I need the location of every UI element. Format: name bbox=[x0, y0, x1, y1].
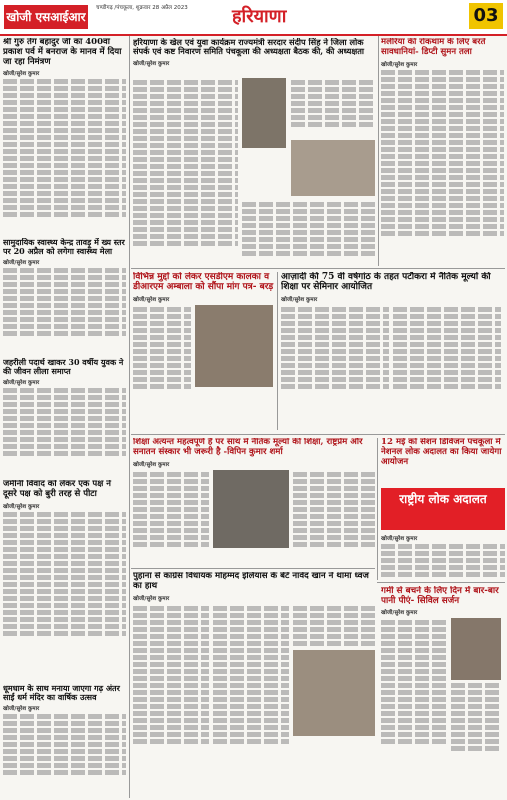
story-guru bbox=[3, 38, 126, 236]
page-number: 03 bbox=[469, 3, 503, 29]
minister-photo bbox=[242, 78, 286, 148]
article-body bbox=[133, 305, 191, 391]
newspaper-logo: खोजी एसआईआर bbox=[4, 5, 88, 29]
byline: खोजी/सुरेश कुमार bbox=[3, 260, 40, 267]
lok-adalat-banner bbox=[381, 488, 505, 530]
story-dhoomdham bbox=[3, 684, 126, 798]
story-sandeep-body bbox=[133, 78, 238, 264]
article-body bbox=[293, 470, 375, 549]
story-sandeep-body-3 bbox=[242, 200, 375, 264]
byline: खोजी/सुरेश कुमार bbox=[3, 503, 40, 510]
byline: खोजी/सुरेश कुमार bbox=[133, 60, 170, 67]
headline: विभिन्न मुद्दों को लेकर एसडीएम कालका व डीआरएम अम्बाला को सौंपा मांग पत्र- बरड़ bbox=[133, 272, 274, 293]
dateline: चण्डीगढ़ /पंचकूला, शुक्रवार 28 अप्रैल 2023 bbox=[96, 5, 188, 11]
article-body bbox=[293, 606, 375, 646]
article-body bbox=[393, 305, 501, 391]
article-body bbox=[381, 70, 504, 236]
congress-photo bbox=[293, 650, 375, 736]
person-photo bbox=[195, 305, 273, 387]
article-body bbox=[3, 512, 126, 636]
article-body bbox=[281, 305, 389, 391]
story-azadi bbox=[281, 272, 505, 432]
headline: धूमधाम के साथ मनाया जाएगा गढ़ अंतर साईं धर्म मंदिर का वार्षिक उत्सव bbox=[3, 684, 120, 703]
story-jahreeli bbox=[3, 358, 126, 476]
seminar-photo bbox=[213, 470, 289, 548]
meeting-photo bbox=[291, 140, 375, 196]
byline: खोजी/सुरेश कुमार bbox=[3, 380, 40, 387]
story-shiksha bbox=[133, 438, 375, 566]
article-body bbox=[213, 604, 289, 746]
column-divider bbox=[378, 36, 379, 266]
byline: खोजी/सुरेश कुमार bbox=[133, 461, 170, 468]
story-sandeep-body-2 bbox=[291, 78, 375, 136]
byline: खोजी/सुरेश कुमार bbox=[381, 610, 418, 617]
byline: खोजी/सुरेश कुमार bbox=[281, 296, 318, 303]
headline: जहरीली पदार्थ खाकर 30 वर्षीय युवक ने की जीवन लीला समाप्त bbox=[3, 358, 124, 377]
headline: हरियाणा के खेल एवं युवा कार्यक्रम राज्यमंत्री सरदार संदीप सिंह ने जिला लोक संपर्क एवं कष्ट निवारण समिति पंचकूला की अध्यक्षता बैठक की, की अध्यक्षता bbox=[133, 38, 365, 57]
byline: खोजी/सुरेश कुमार bbox=[3, 71, 40, 78]
article-body bbox=[451, 683, 501, 751]
byline: खोजी/सुरेश कुमार bbox=[381, 61, 418, 68]
column-divider bbox=[129, 36, 130, 798]
story-lokadalat-body bbox=[381, 532, 505, 580]
horizontal-rule bbox=[131, 268, 505, 269]
byline: खोजी/सुरेश कुमार bbox=[133, 595, 170, 602]
story-malaria bbox=[381, 38, 504, 266]
story-garmi bbox=[381, 586, 505, 798]
lok-adalat-banner-text: राष्ट्रीय लोक अदालत bbox=[399, 492, 487, 506]
headline: आज़ादी की 75 वीं वर्षगांठ के तहत पटौकरा में नैतिक मूल्यों की शिक्षा पर सेमिनार आयोजित bbox=[281, 272, 491, 293]
horizontal-rule bbox=[131, 568, 375, 569]
article-body bbox=[133, 604, 209, 746]
byline: खोजी/सुरेश कुमार bbox=[3, 706, 40, 713]
headline: 12 मई को सेशन डिविजन पंचकूला में नेशनल लोक अदालत का किया जायेगा आयोजन bbox=[381, 438, 502, 467]
article-body bbox=[3, 714, 126, 775]
headline: पुहाना से कांग्रेस विधायक मोहम्मद इलियास के बेटे नावेद खान ने थामा ध्वज का हाथ bbox=[133, 572, 369, 591]
article-body bbox=[3, 79, 126, 217]
byline: खोजी/सुरेश कुमार bbox=[381, 536, 418, 542]
column-divider bbox=[277, 272, 278, 430]
headline: श्री गुरु तेग बहादुर जी का 400वां प्रकाश पर्व में बनराज के मानव में दिया जा रहा निमंत्रण bbox=[3, 38, 122, 67]
horizontal-rule bbox=[377, 582, 505, 583]
article-body bbox=[133, 470, 209, 549]
headline: मलेरिया की रोकथाम के लिए बरतें सावधानियां- डिप्टी सुमन तला bbox=[381, 38, 486, 57]
headline: जमीनी विवाद को लेकर एक पक्ष ने दूसरे पक्ष को बुरी तरह से पीटा bbox=[3, 480, 112, 499]
story-zameen bbox=[3, 480, 126, 678]
masthead bbox=[0, 0, 507, 36]
doctor-photo bbox=[451, 618, 501, 680]
headline: गर्मी से बचने के लिए दिन में बार-बार पानी पीएं- सिविल सर्जन bbox=[381, 586, 499, 607]
headline: सामुदायिक स्वास्थ्य केन्द्र तावड़ू में ख्य स्तर पर 20 अप्रैल को लगेगा स्वास्थ्य मेला bbox=[3, 238, 125, 257]
horizontal-rule bbox=[131, 434, 505, 435]
article-body bbox=[3, 268, 126, 336]
section-title: हरियाणा bbox=[232, 6, 287, 27]
story-health bbox=[3, 238, 126, 356]
column-divider bbox=[377, 438, 378, 580]
headline: शिक्षा अत्यन्त महत्वपूर्ण है पर साथ में नैतिक मूल्यों की शिक्षा, राष्ट्रप्रेम और सनातन संस्कार भी जरूरी है -विपिन कुमार शर्मा bbox=[133, 438, 363, 457]
byline: खोजी/सुरेश कुमार bbox=[133, 296, 170, 303]
story-congress bbox=[133, 572, 375, 798]
story-vibhinn bbox=[133, 272, 275, 432]
article-body bbox=[3, 388, 126, 456]
article-body bbox=[381, 618, 447, 753]
